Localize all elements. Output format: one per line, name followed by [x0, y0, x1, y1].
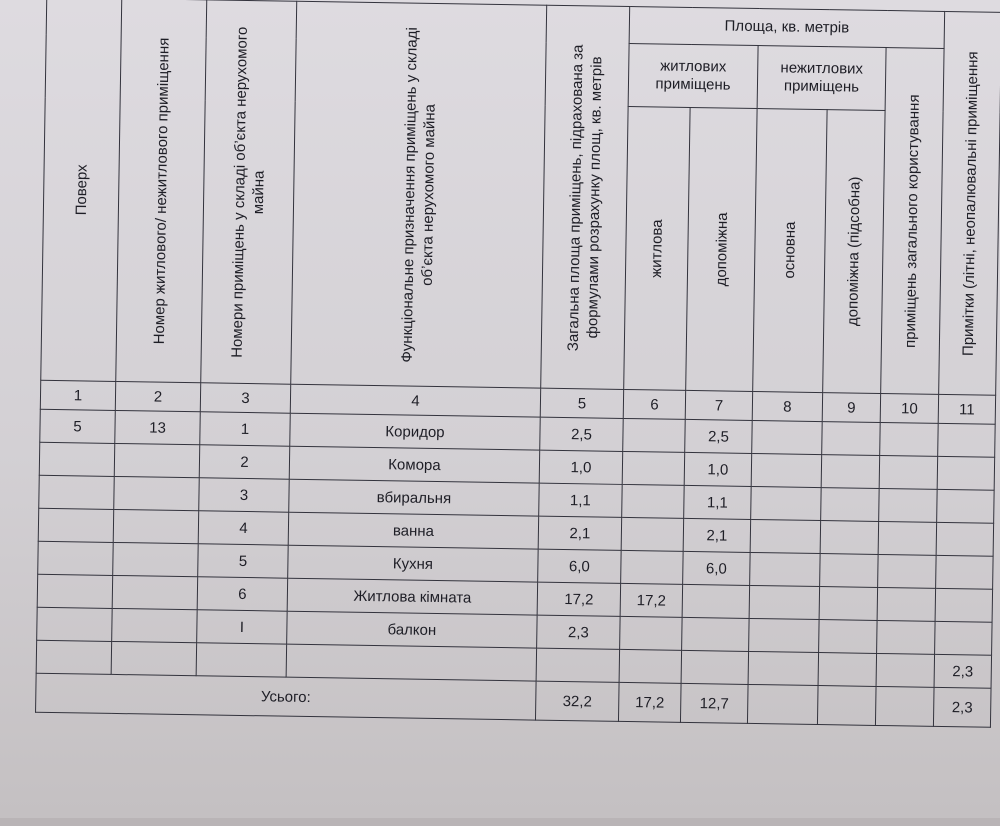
cell-living	[622, 484, 685, 518]
column-number: 7	[685, 390, 752, 420]
cell-aux: 2,5	[685, 419, 753, 453]
cell-empty	[878, 521, 937, 555]
header-total-area: Загальна площа приміщень, підрахована за формулами розрахунку площ, кв. метрів	[541, 5, 630, 389]
cell-empty	[878, 554, 937, 588]
cell-notes	[938, 423, 996, 457]
cell-empty	[751, 486, 822, 520]
cell-living	[622, 451, 685, 485]
cell-living: 17,2	[620, 583, 683, 617]
cell-empty	[876, 653, 935, 687]
header-common-use: приміщень загального користування	[881, 48, 944, 395]
column-number: 10	[880, 393, 938, 423]
cell-unit: 13	[115, 410, 201, 444]
cell-empty	[819, 587, 878, 621]
cell-notes	[937, 456, 995, 490]
column-number: 8	[752, 391, 822, 421]
cell-aux	[681, 650, 749, 684]
cell-notes	[935, 588, 993, 622]
cell-floor	[38, 508, 114, 542]
cell-empty	[751, 453, 822, 487]
header-nonresidential-main: основна	[753, 109, 827, 393]
cell-empty	[749, 618, 820, 652]
cell-empty	[821, 455, 880, 489]
cell-notes	[935, 621, 993, 655]
cell-room-name: вбиральня	[289, 479, 539, 516]
header-room-numbers: Номери приміщень у складі об’єкта нерухомого майна	[201, 0, 297, 384]
cell-unit	[112, 575, 198, 609]
cell-empty	[879, 455, 938, 489]
cell-unit	[112, 608, 198, 642]
cell-aux	[682, 584, 750, 618]
cell-unit	[111, 641, 197, 675]
cell-aux: 2,1	[683, 518, 751, 552]
cell-total: 6,0	[538, 549, 622, 583]
cell-empty	[880, 422, 939, 456]
cell-aux: 6,0	[683, 551, 751, 585]
cell-living	[619, 649, 682, 683]
cell-aux	[682, 617, 750, 651]
cell-empty	[875, 686, 934, 726]
cell-empty	[877, 620, 936, 654]
cell-empty	[748, 651, 819, 685]
header-area-group: Площа, кв. метрів	[629, 6, 945, 48]
cell-floor	[39, 475, 115, 509]
cell-empty	[750, 552, 821, 586]
cell-room-name: ванна	[288, 512, 538, 549]
cell-total: 1,0	[539, 450, 623, 484]
cell-empty	[818, 653, 877, 687]
header-row-1	[46, 0, 1000, 49]
cell-room-name: Житлова кімната	[287, 578, 537, 615]
cell-room: 4	[198, 511, 289, 545]
cell-floor	[37, 574, 113, 608]
cell-room-name: Комора	[289, 446, 539, 483]
cell-floor	[39, 442, 115, 476]
header-nonresidential-group: нежитлових приміщень	[757, 46, 886, 111]
header-unit-number: Номер житлового/ нежитлового приміщення	[116, 0, 207, 383]
header-residential-group: житлових приміщень	[628, 43, 758, 108]
cell-empty	[752, 420, 823, 454]
cell-empty	[821, 488, 880, 522]
cell-room: 1	[200, 412, 291, 446]
cell-room: I	[197, 610, 288, 644]
totals-living: 17,2	[618, 682, 681, 722]
cell-empty	[747, 684, 818, 724]
cell-room-name: Кухня	[288, 545, 538, 582]
cell-floor	[37, 607, 113, 641]
cell-notes	[937, 489, 995, 523]
cell-floor	[36, 640, 112, 674]
totals-notes: 2,3	[933, 687, 991, 727]
cell-total: 1,1	[539, 483, 623, 517]
cell-room	[196, 643, 287, 677]
cell-floor	[38, 541, 114, 575]
cell-total: 2,1	[538, 516, 622, 550]
cell-total: 2,5	[540, 417, 624, 451]
cell-living	[623, 418, 686, 452]
column-number: 6	[623, 389, 685, 419]
cell-living	[621, 550, 684, 584]
cell-room-name: Коридор	[290, 413, 540, 450]
cell-unit	[114, 443, 200, 477]
totals-total: 32,2	[535, 681, 619, 721]
cell-empty	[819, 620, 878, 654]
cell-empty	[749, 585, 820, 619]
cell-total: 17,2	[537, 582, 621, 616]
cell-notes	[936, 555, 994, 589]
cell-notes: 2,3	[934, 654, 992, 688]
cell-room: 2	[199, 445, 290, 479]
totals-label: Усього:	[36, 673, 537, 720]
cell-empty	[877, 587, 936, 621]
cell-floor: 5	[40, 409, 116, 443]
cell-aux: 1,0	[684, 452, 752, 486]
cell-empty	[750, 519, 821, 553]
header-nonresidential-auxiliary: допоміжна (підсобна)	[823, 110, 885, 394]
cell-room: 6	[197, 577, 288, 611]
cell-notes	[936, 522, 994, 556]
cell-unit	[113, 542, 199, 576]
cell-room-name: балкон	[287, 611, 537, 648]
column-number: 4	[290, 384, 540, 417]
cell-unit	[114, 476, 200, 510]
cell-empty	[820, 521, 879, 555]
header-purpose: Функціональне призначення приміщень у складі об’єкта нерухомого майна	[291, 1, 547, 388]
cell-aux: 1,1	[684, 485, 752, 519]
cell-empty	[879, 488, 938, 522]
cell-total: 2,3	[537, 615, 621, 649]
cell-room-name	[286, 644, 536, 681]
cell-empty	[817, 686, 876, 726]
cell-living	[620, 616, 683, 650]
cell-empty	[820, 554, 879, 588]
header-notes: Примітки (літні, неопалювальні приміщення	[939, 11, 1000, 395]
area-explication-table	[35, 0, 1000, 728]
column-number: 3	[200, 383, 290, 413]
column-number: 9	[822, 393, 880, 423]
cell-room: 3	[199, 478, 290, 512]
cell-living	[621, 517, 684, 551]
header-floor: Поверх	[41, 0, 122, 381]
column-number: 11	[938, 394, 995, 424]
cell-empty	[822, 422, 881, 456]
column-number: 1	[40, 380, 115, 410]
header-residential-auxiliary: допоміжна	[686, 107, 757, 391]
column-number: 5	[540, 388, 623, 418]
totals-aux: 12,7	[680, 683, 748, 723]
cell-room: 5	[198, 544, 289, 578]
column-number: 2	[115, 381, 200, 411]
cell-unit	[113, 509, 199, 543]
header-residential-living: житлова	[624, 106, 690, 390]
cell-total	[536, 648, 620, 682]
